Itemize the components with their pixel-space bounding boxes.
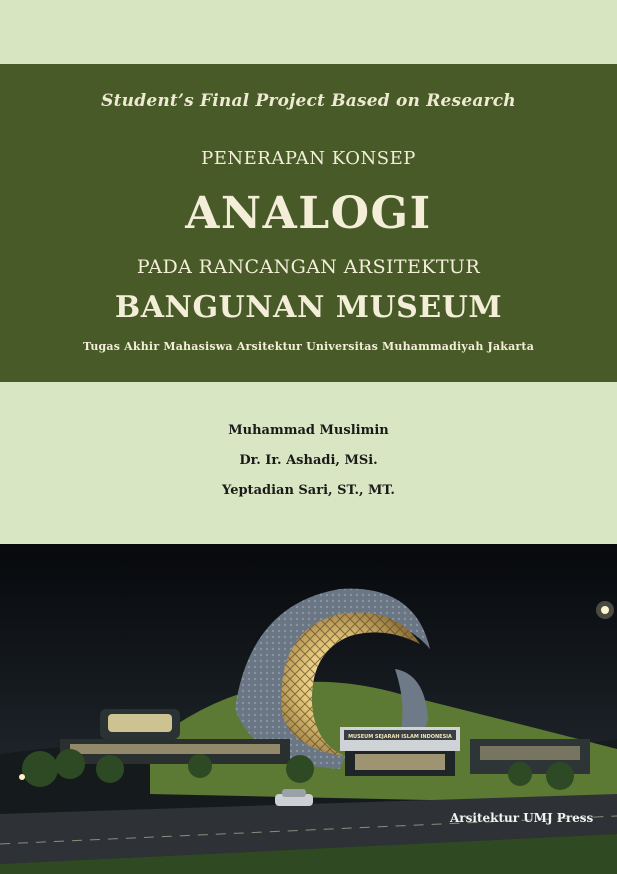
author-3: Yeptadian Sari, ST., MT. — [222, 483, 395, 498]
author-1: Muhammad Muslimin — [228, 423, 389, 438]
title-band — [0, 64, 617, 382]
museum-sign-text: MUSEUM SEJARAH ISLAM INDONESIA — [348, 734, 452, 740]
series-title: Student’s Final Project Based on Research — [101, 91, 516, 111]
title-line-1: PENERAPAN KONSEP — [201, 148, 416, 169]
publisher-name: Arsitektur UMJ Press — [450, 811, 594, 825]
top-band — [0, 0, 617, 64]
title-line-4: BANGUNAN MUSEUM — [114, 290, 503, 325]
title-line-2: ANALOGI — [185, 188, 432, 239]
authors-section — [0, 382, 617, 544]
title-line-3: PADA RANCANGAN ARSITEKTUR — [136, 256, 481, 278]
author-2: Dr. Ir. Ashadi, MSi. — [239, 453, 378, 468]
subtitle: Tugas Akhir Mahasiswa Arsitektur Universitas Muhammadiyah Jakarta — [82, 340, 535, 353]
